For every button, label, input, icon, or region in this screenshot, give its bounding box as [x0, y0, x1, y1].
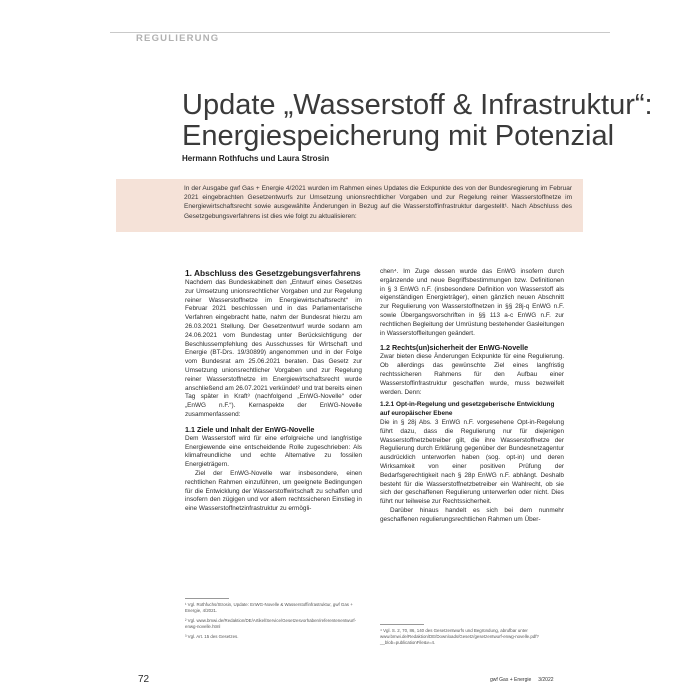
article-title [182, 89, 653, 152]
journal-footer: gwf Gas + Energie 3/2022 [490, 677, 554, 683]
title-line-2: Energiespeicherung mit Potenzial [182, 120, 615, 152]
left-column [185, 268, 362, 514]
right-column [380, 268, 564, 525]
section-heading-1: 1. Abschluss des Gesetzgebungsverfahrens [185, 268, 361, 278]
footnote: ¹ Vgl. Rothfuchs/Strosin, Update: EnWG-Novelle & Wasserstoffinfrastruktur, gwf Gas + Energie, 4/2021. [185, 602, 353, 613]
left-footnotes [185, 602, 360, 644]
right-footnotes [380, 628, 564, 650]
paragraph: Nachdem das Bundeskabinett den „Entwurf eines Gesetzes zur Umsetzung unionsrechtlicher Vorgaben und zur Regelung reiner Wasserstoffnetze im Energiewirtschaftsrecht“ im Februar 2021 beschlossen und in das Parlamentarische Verfahren eingebracht hatte, nahm der Bundesrat hierzu am 26.03.2021 Stellung. Der Gesetzentwurf wurde sodann am 24.06.2021 vom Bundestag unter Berücksichtigung der Beschlussempfehlung des Ausschusses für Wirtschaft und Energie (BT-Drs. 19/30899) angenommen und in der Folge vom Bundesrat am 25.06.2021 beraten. Das Gesetz zur Umsetzung unionsrechtlicher Vorgaben und zur Regelung reiner Wasserstoffnetze im Energiewirtschaftsrecht wurde anschließend am 26.07.2021 verkündet² und trat bereits einen Tag später in Kraft³ (nachfolgend „EnWG-Novelle“ oder „EnWG n.F.“). Kernaspekte der EnWG-Novelle zusammenfassend: [185, 279, 362, 418]
subsection-heading-1-2-1: 1.2.1 Opt-in-Regelung und gesetzgeberische Entwicklung auf europäischer Ebene [380, 401, 555, 418]
footnote: ³ Vgl. Art. 15 des Gesetzes. [185, 634, 239, 639]
footnote-rule [185, 598, 229, 599]
article-authors: Hermann Rothfuchs und Laura Strosin [182, 154, 330, 163]
footnote-rule [380, 624, 424, 625]
paragraph: Dem Wasserstoff wird für eine erfolgreiche und langfristige Energiewende eine entscheidende Rolle zugeschrieben: Als klimafreundliche und echte Alternative zu fossilen Energieträgern. [185, 434, 362, 469]
footnote: ² Vgl. www.bmwi.de/Redaktion/DE/Artikel/Service/Gesetzesvorhaben/referentenentwurf-enwg-novelle.html [185, 618, 357, 629]
subsection-heading-1-2: 1.2 Rechts(un)sicherheit der EnWG-Novelle [380, 343, 529, 353]
paragraph: chen⁴. Im Zuge dessen wurde das EnWG insofern durch ergänzende und neue Begriffsbestimmungen bzw. Definitionen in § 3 EnWG n.F. (insbesondere Definition von Wasserstoff als eigenständigen Energieträger), einen gänzlich neuen Abschnitt zur Regulierung von Wasserstoffnetzen in §§ 28j-q EnWG n.F. sowie Übergangsvorschriften in §§ 113 a-c EnWG n.F. zur rechtlichen Begleitung der Umrüstung bestehender Gasleitungen in Wasserstoffleitungen geändert. [380, 268, 564, 337]
intro-text: In der Ausgabe gwf Gas + Energie 4/2021 wurden im Rahmen eines Updates die Eckpunkte des von der Bundesregierung im Februar 2021 eingebrachten Gesetzentwurfs zur Umsetzung unionsrechtlicher Vorgaben und zur Regelung reiner Wasserstoffnetze im Energiewirtschaftsrecht sowie ausgewählte Änderungen in Bezug auf die Wasserstoffinfrastruktur dargestellt¹. Nach Abschluss des Gesetzgebungsverfahrens ist dies wie folgt zu aktualisieren: [184, 185, 572, 220]
footnote: ⁴ Vgl. S. 2, 70, 86, 140 des Gesetzentwurfs und Begründung, abrufbar unter www.bmwi.de/Redaktion/DE/Downloads/Gesetz/gesetzentwurf-enwg-novelle.pdf?__blob=publicationFile&v=4. [380, 628, 539, 645]
paragraph: Ziel der EnWG-Novelle war insbesondere, einen rechtlichen Rahmen einzuführen, um geeignete Bedingungen für die Entwicklung der Wasserstoffwirtschaft zu schaffen und insofern den zügigen und vor allem rechtssicheren Einstieg in eine Wasserstoffnetzinfrastruktur zu ermögli- [185, 469, 362, 513]
paragraph: Die in § 28j Abs. 3 EnWG n.F. vorgesehene Opt-in-Regelung führt dazu, dass die Regulierung nur für diejenigen Wasserstoffnetzbetreiber gilt, die ihre Wasserstoffnetze der Regulierung durch Erklärung gegenüber der Bundesnetzagentur ausdrücklich unterworfen haben (sog. opt-in) und deren Wirksamkeit von einer positiven Prüfung der Bedarfsgerechtigkeit nach § 28p EnWG n.F. abhängt. Deshalb besteht für die Wasserstoffnetzbetreiber ein Wahlrecht, ob sie sich der geschaffenen Regulierung unterwerfen oder nicht. Dies führt nur teilweise zur Rechtssicherheit. [380, 418, 564, 506]
subsection-heading-1-1: 1.1 Ziele und Inhalt der EnWG-Novelle [185, 424, 315, 434]
paragraph: Darüber hinaus handelt es sich bei dem nunmehr geschaffenen regulierungsrechtlichen Rahmen um Über- [380, 506, 564, 523]
paragraph: Zwar bieten diese Änderungen Eckpunkte für eine Regulierung. Ob allerdings das gewünschte Ziel eines langfristig rechtssicheren Rahmens für den Aufbau einer Wasserstoffinfrastruktur geschaffen wurde, muss bezweifelt werden. Denn: [380, 353, 564, 396]
section-rubric: REGULIERUNG [136, 33, 220, 44]
page-number: 72 [138, 674, 150, 685]
title-line-1: Update „Wasserstoff & Infrastruktur“: [182, 89, 653, 121]
